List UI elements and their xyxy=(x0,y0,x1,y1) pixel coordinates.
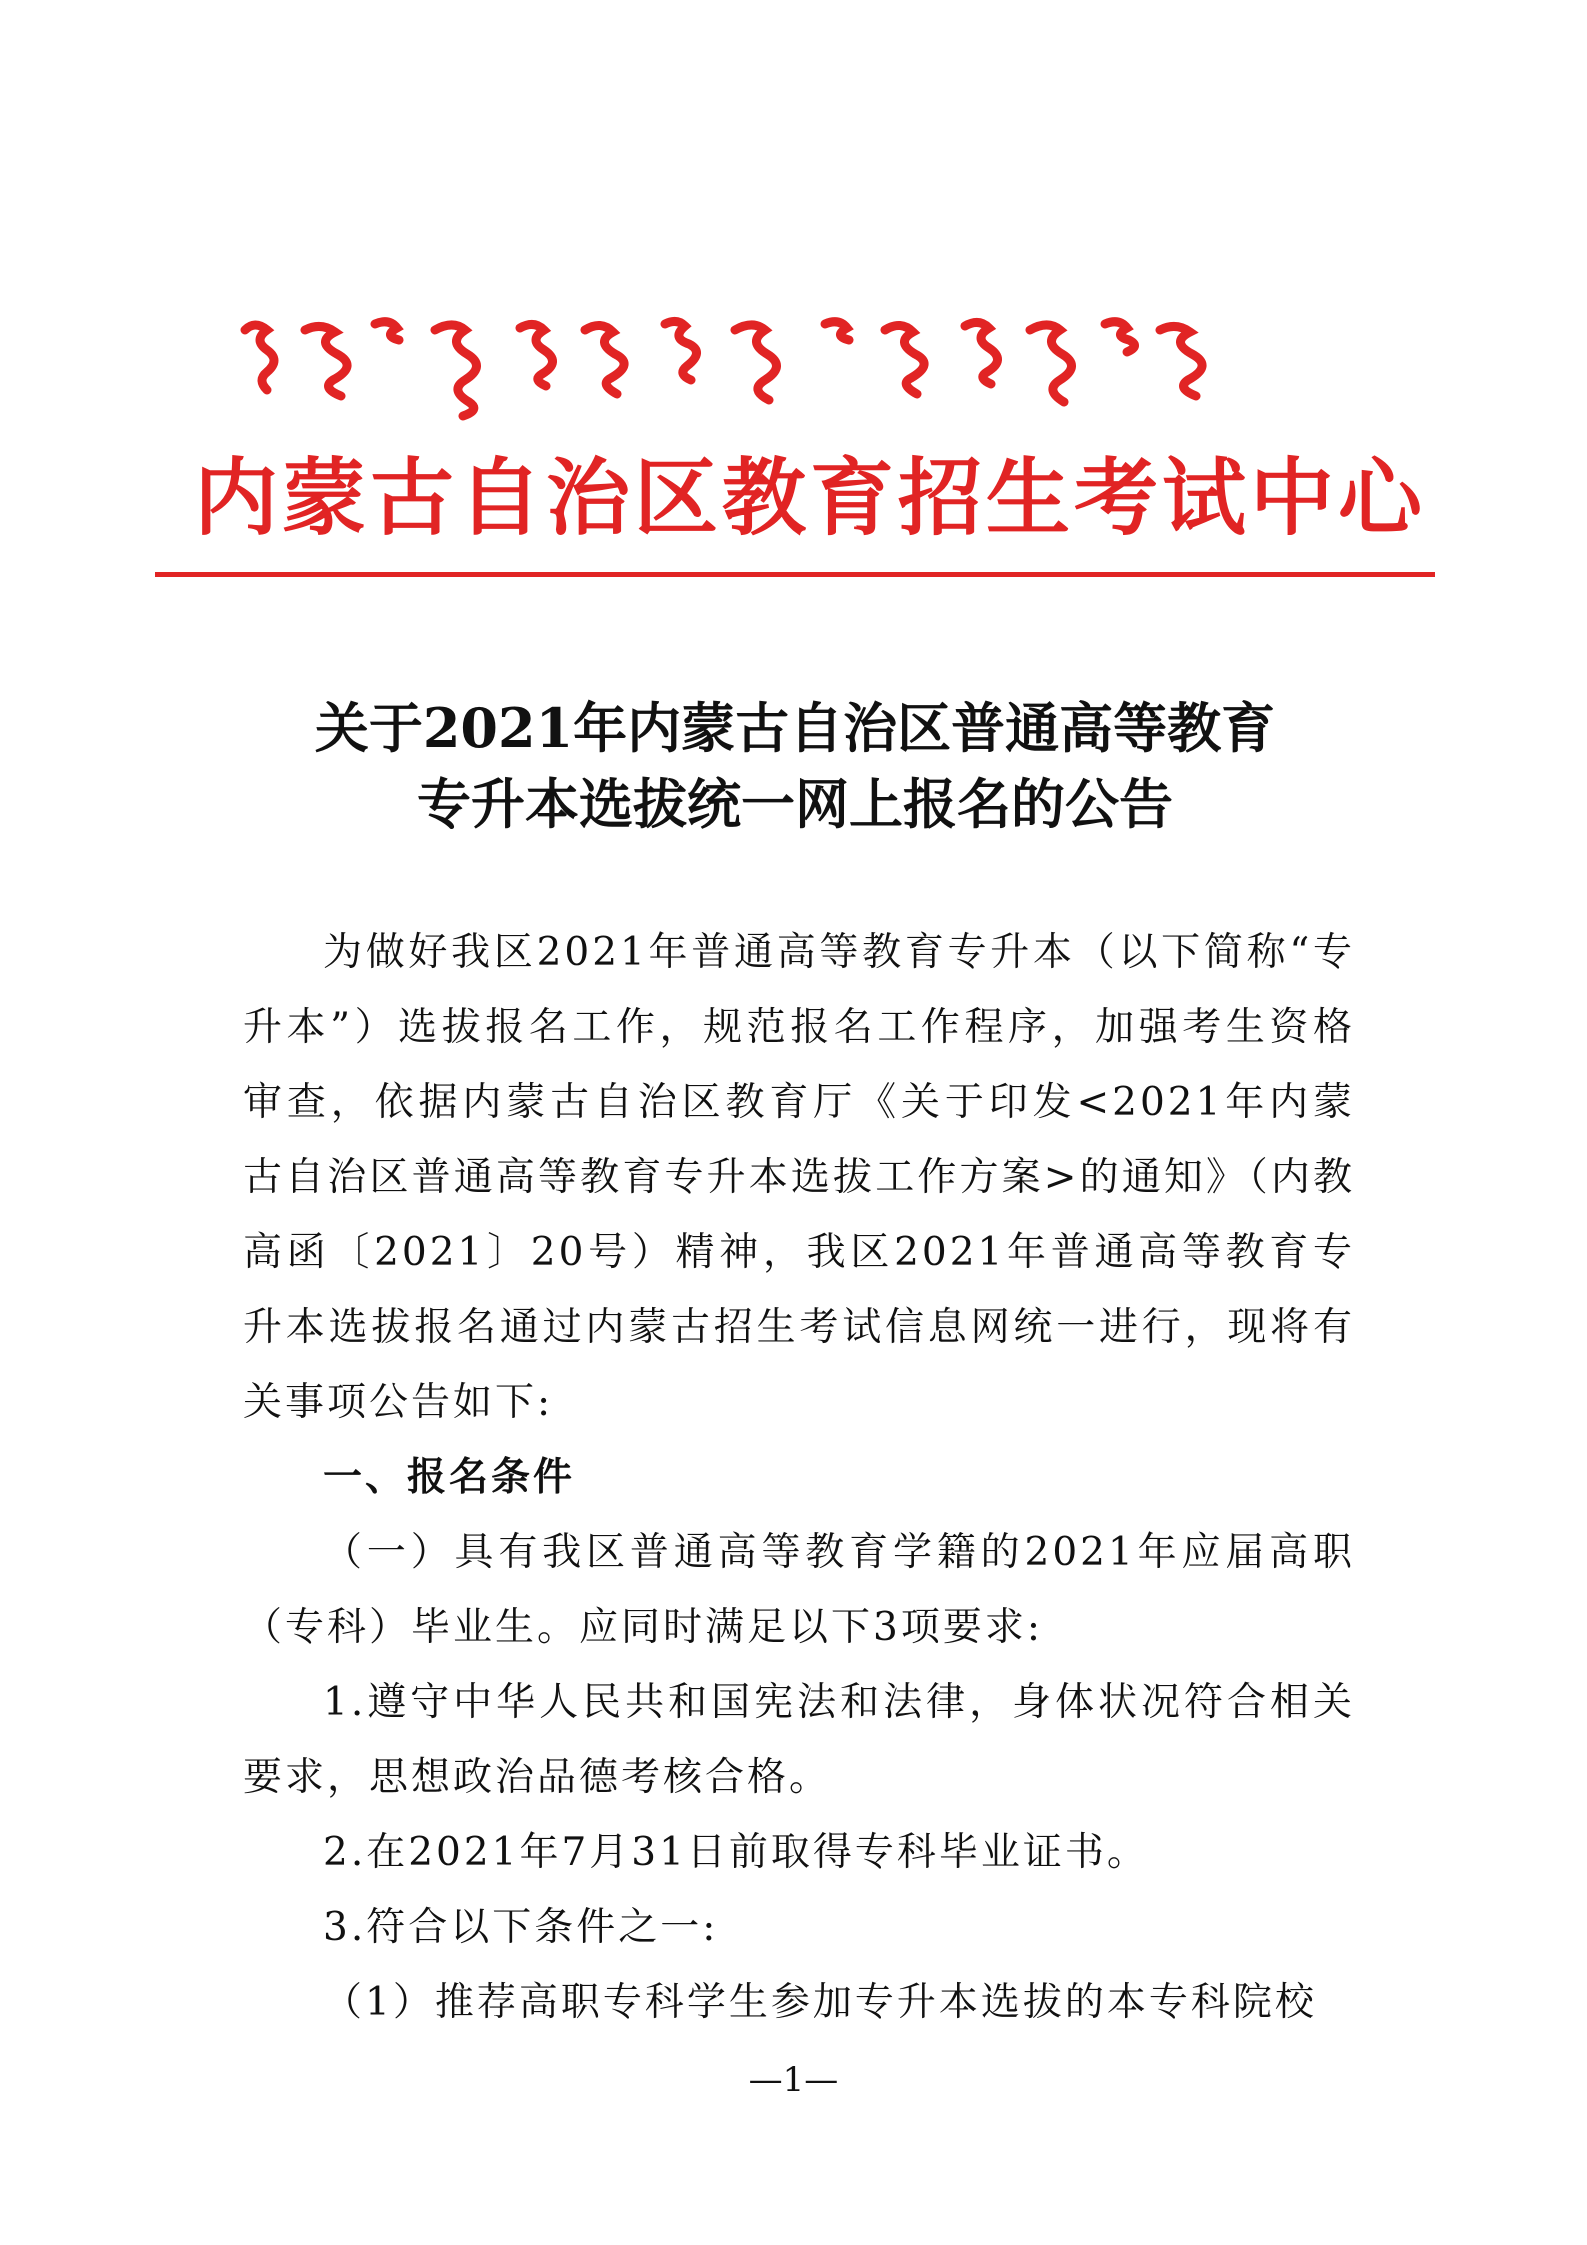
document-body xyxy=(243,915,1355,2040)
page-number: —1— xyxy=(748,2060,839,2100)
letterhead-org-name: 内蒙古自治区教育招生考试中心 xyxy=(193,449,1426,547)
paragraph-intro: 为做好我区2021年普通高等教育专升本（以下简称“专升本”）选拔报名工作，规范报名工作程序，加强考生资格审查，依据内蒙古自治区教育厅《关于印发<2021年内蒙古自治区普通高等教育专升本选拔工作方案>的通知》（内教高函〔2021〕20号）精神，我区2021年普通高等教育专升本选拔报名通过内蒙古招生考试信息网统一进行，现将有关事项公告如下: xyxy=(243,930,1355,1425)
document-title xyxy=(150,690,1440,842)
section-heading-1: 一、报名条件 xyxy=(323,1455,576,1500)
paragraph-item1: 1.遵守中华人民共和国宪法和法律，身体状况符合相关要求，思想政治品德考核合格。 xyxy=(243,1680,1355,1800)
title-line-1: 关于2021年内蒙古自治区普通高等教育 xyxy=(314,696,1276,760)
title-line-2: 专升本选拔统一网上报名的公告 xyxy=(417,772,1173,836)
mongolian-script-logo xyxy=(225,300,1325,430)
paragraph-item3: 3.符合以下条件之一: xyxy=(323,1905,719,1950)
paragraph-item3-1: （1）推荐高职专科学生参加专升本选拔的本专科院校 xyxy=(323,1980,1317,2025)
letterhead-mongolian-script xyxy=(225,300,1325,430)
paragraph-item2: 2.在2021年7月31日前取得专科毕业证书。 xyxy=(323,1830,1149,1875)
letterhead-red-rule xyxy=(155,572,1435,577)
paragraph-sub1: （一）具有我区普通高等教育学籍的2021年应届高职（专科）毕业生。应同时满足以下3项要求: xyxy=(243,1530,1355,1650)
